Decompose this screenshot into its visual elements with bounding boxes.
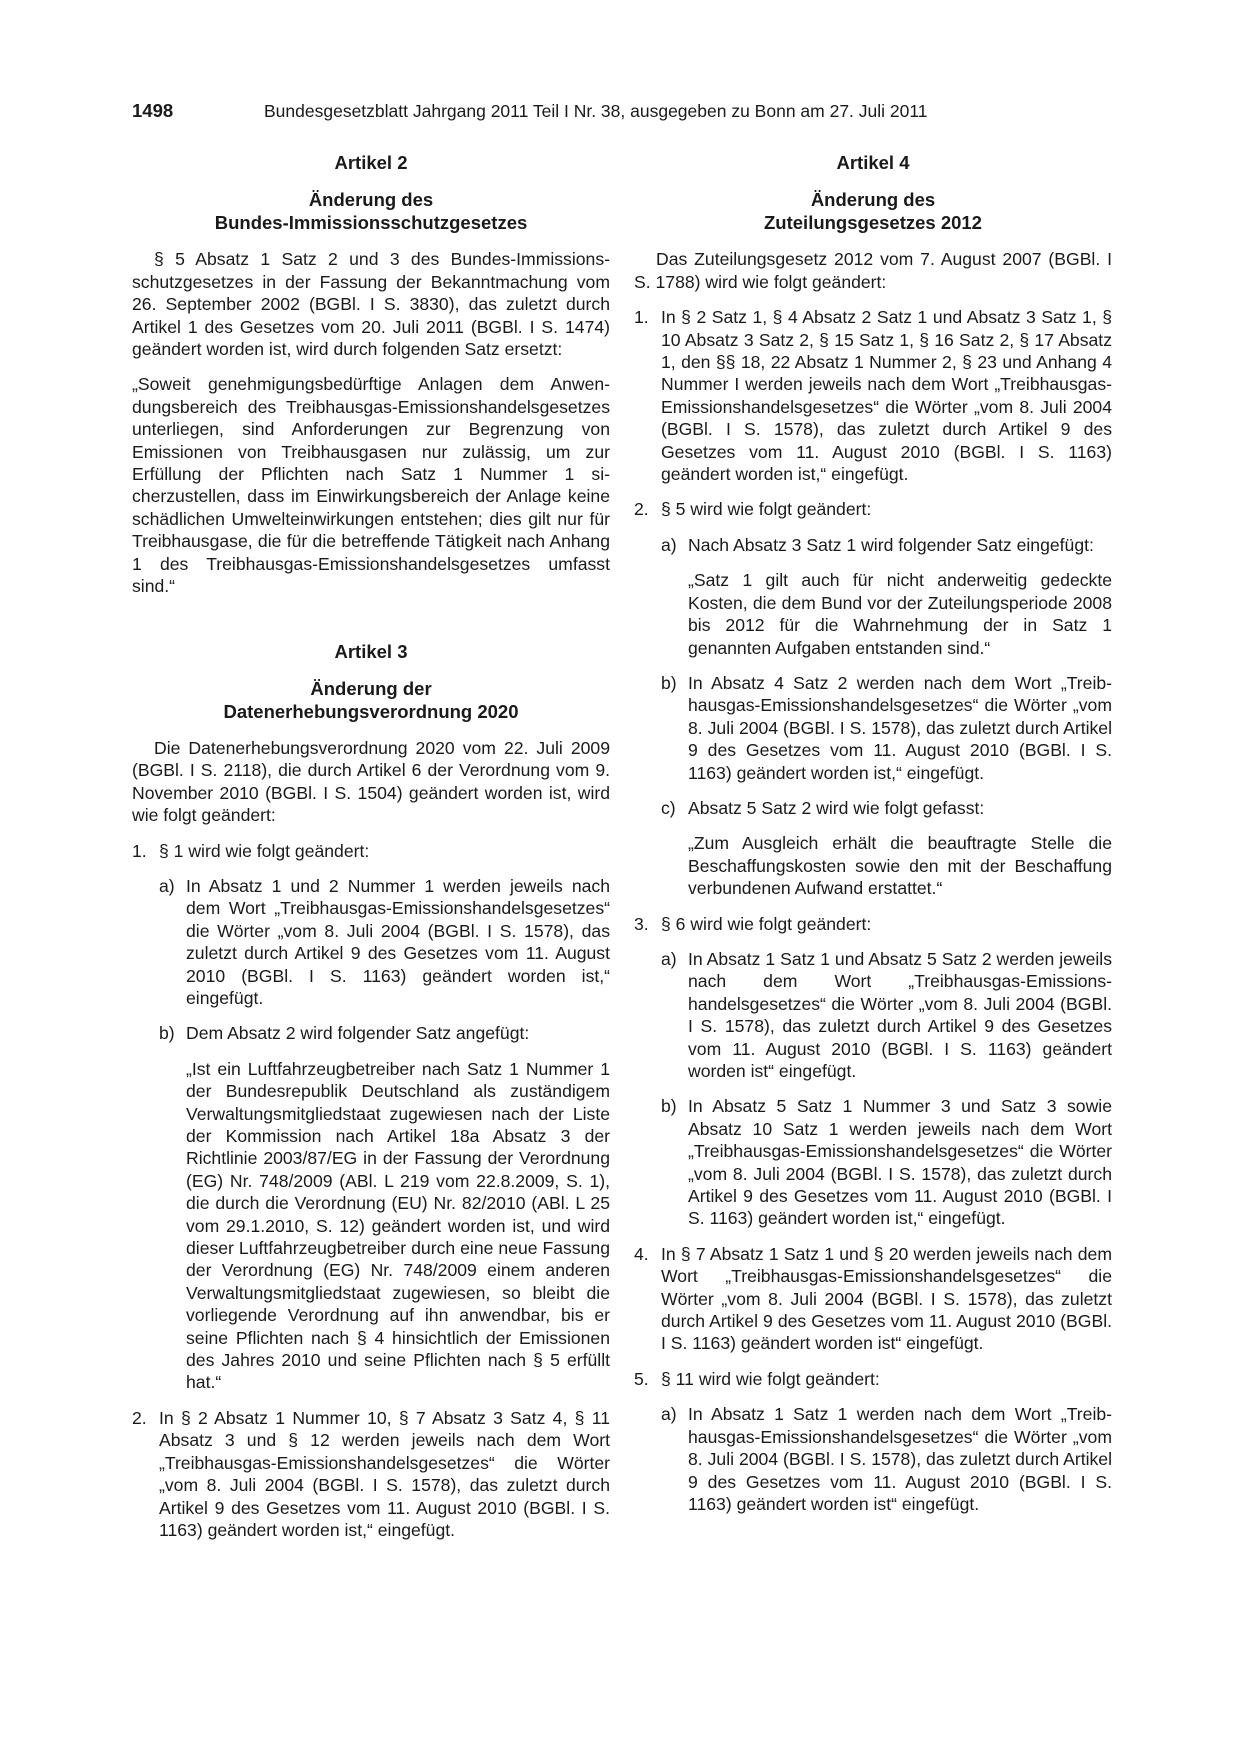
item-number: 2. <box>132 1407 147 1428</box>
sub-item-letter: a) <box>661 534 677 555</box>
item-number: 4. <box>634 1243 649 1264</box>
sub-item-letter: b) <box>661 1096 677 1117</box>
sub-item-letter: a) <box>661 1404 677 1425</box>
article-3 <box>132 641 610 1542</box>
sub-item <box>661 1095 1112 1229</box>
item-number: 2. <box>634 499 649 520</box>
article-heading <box>634 188 1112 234</box>
sub-item-letter: b) <box>159 1023 175 1044</box>
item-number: 1. <box>132 840 147 861</box>
sub-item-text: In Absatz 4 Satz 2 werden nach dem Wort „Treibhausgas-Emissionshandelsgesetzes“ die Wörter „vom 8. Juli 2004 (BGBl. I S. 1578), das zuletzt durch Artikel 9 des Gesetzes vom 11. August 2010 (BGBl. I S. 1163) geändert worden ist,“ eingefügt. <box>688 672 1112 783</box>
article-heading-line: Änderung des <box>308 189 434 211</box>
list-item <box>634 1243 1112 1355</box>
article-heading <box>132 677 610 723</box>
left-column <box>132 152 610 1554</box>
sub-item-text: In Absatz 5 Satz 1 Nummer 3 und Satz 3 sowie Absatz 10 Satz 1 werden jeweils nach dem Wort „Treibhausgas-Emissionshandelsgesetzes“ die Wörter „vom 8. Juli 2004 (BGBl. I S. 1578), das zuletzt durch Artikel 9 des Gesetzes vom 11. August 2010 (BGBl. I S. 1163) geändert worden ist,“ eingefügt. <box>688 1096 1112 1229</box>
sub-item-text: Dem Absatz 2 wird folgender Satz angefügt: <box>186 1023 530 1044</box>
sub-item-letter: a) <box>661 948 677 969</box>
list-item <box>634 498 1112 520</box>
article-title: Artikel 3 <box>334 640 408 662</box>
article-heading-line: Bundes-Immissionsschutzgesetzes <box>214 212 528 234</box>
quoted-text: „Satz 1 gilt auch für nicht anderweitig gedeckte Kosten, die dem Bund vor der Zuteilungsperiode 2008 bis 2012 für die Wahrnehmung der in Satz 1 genannten Aufgaben entstanden sind.“ <box>688 570 1112 658</box>
item-text: § 5 wird wie folgt geändert: <box>661 499 872 520</box>
article-2 <box>132 152 610 598</box>
sub-item-letter: b) <box>661 672 677 693</box>
article-title: Artikel 4 <box>836 152 910 173</box>
list-item <box>132 840 610 862</box>
quoted-text: „Soweit genehmigungsbedürftige Anlagen dem Anwendungsbereich des Treibhausgas-Emissionshandelsgesetzes unterliegen, sind Anforderungen zur Begrenzung von Emissionen von Treibhausgasen nur zulässig, um zur Erfüllung der Pflichten nach Satz 1 Nummer 1 sicherzustellen, dass im Einwirkungsbereich der Anlage keine schädlichen Umwelteinwirkungen entstehen; dies gilt nur für Treibhausgase, die für die betreffende Tätigkeit nach Anhang 1 des Treibhausgas-Emissionshandelsgesetzes umfasst sind.“ <box>132 374 610 597</box>
sub-item-text: Nach Absatz 3 Satz 1 wird folgender Satz eingefügt: <box>688 534 1094 555</box>
sub-item-text: In Absatz 1 und 2 Nummer 1 werden jeweils nach dem Wort „Treibhausgas-Emissionshandelsgesetzes“ die Wörter „vom 8. Juli 2004 (BGBl. I S. 1578), das zuletzt durch Artikel 9 des Gesetzes vom 11. August 2010 (BGBl. I S. 1163) geändert worden ist,“ eingefügt. <box>186 875 610 1008</box>
article-intro: Die Datenerhebungsverordnung 2020 vom 22. Juli 2009 (BGBl. I S. 2118), die durch Artikel 6 der Verordnung vom 9. November 2010 (BGBl. I S. 1504) geändert worden ist, wird wie folgt geändert: <box>132 737 610 826</box>
running-head: Bundesgesetzblatt Jahrgang 2011 Teil I Nr. 38, ausgegeben zu Bonn am 27. Juli 2011 <box>264 101 928 121</box>
sub-item <box>661 948 1112 1082</box>
item-text: In § 2 Satz 1, § 4 Absatz 2 Satz 1 und Absatz 3 Satz 1, § 10 Absatz 3 Satz 2, § 15 Satz 1, § 16 Satz 2, § 17 Absatz 1, den §§ 18, 22 Absatz 1 Nummer 2, § 23 und Anhang 4 Nummer I werden jeweils nach dem Wort „Treibhausgas-Emissionshandelsgesetzes“ die Wörter „vom 8. Juli 2004 (BGBl. I S. 1578), das zuletzt durch Artikel 9 des Gesetzes vom 11. August 2010 (BGBl. I S. 1163) geändert worden ist,“ eingefügt. <box>661 307 1112 485</box>
sub-item <box>661 1403 1112 1515</box>
sub-item <box>159 875 610 1009</box>
item-number: 1. <box>634 307 649 328</box>
list-item <box>634 306 1112 485</box>
article-title: Artikel 2 <box>334 152 408 173</box>
sub-item-text: Absatz 5 Satz 2 wird wie folgt gefasst: <box>688 797 985 818</box>
sub-item <box>661 797 1112 819</box>
sub-item <box>661 534 1112 556</box>
article-heading-line: Änderung des <box>810 189 936 211</box>
article-heading-line: Zuteilungsgesetzes 2012 <box>764 212 982 234</box>
item-text: In § 2 Absatz 1 Nummer 10, § 7 Absatz 3 Satz 4, § 11 Absatz 3 und § 12 werden jeweils nach dem Wort „Treibhausgas-Emissionshandelsgesetzes“ die Wörter „vom 8. Juli 2004 (BGBl. I S. 1578), das zuletzt durch Artikel 9 des Gesetzes vom 11. August 2010 (BGBl. I S. 1163) geändert worden ist,“ eingefügt. <box>159 1407 610 1540</box>
sub-item-text: In Absatz 1 Satz 1 und Absatz 5 Satz 2 werden jeweils nach dem Wort „Treibhausgas-Emissionshandelsgesetzes“ die Wörter „vom 8. Juli 2004 (BGBl. I S. 1578), das zuletzt durch Artikel 9 des Gesetzes vom 11. August 2010 (BGBl. I S. 1163) geändert worden ist“ eingefügt. <box>688 948 1112 1081</box>
item-text: § 6 wird wie folgt geändert: <box>661 913 872 934</box>
right-column <box>634 152 1112 1528</box>
sub-item-letter: c) <box>661 797 676 818</box>
item-number: 3. <box>634 913 649 934</box>
list-item <box>132 1407 610 1541</box>
article-intro: Das Zuteilungsgesetz 2012 vom 7. August 2007 (BGBl. I S. 1788) wird wie folgt geändert: <box>634 249 1112 292</box>
sub-item <box>159 1022 610 1044</box>
item-text: § 11 wird wie folgt geändert: <box>661 1368 880 1389</box>
sub-item-text: In Absatz 1 Satz 1 werden nach dem Wort „Treibhausgas-Emissionshandelsgesetzes“ die Wörter „vom 8. Juli 2004 (BGBl. I S. 1578), das zuletzt durch Artikel 9 des Gesetzes vom 11. August 2010 (BGBl. I S. 1163) geändert worden ist“ eingefügt. <box>688 1404 1112 1514</box>
article-intro: § 5 Absatz 1 Satz 2 und 3 des Bundes-Immissionsschutzgesetzes in der Fassung der Bekanntmachung vom 26. September 2002 (BGBl. I S. 3830), das zuletzt durch Artikel 1 des Gesetzes vom 20. Juli 2011 (BGBl. I S. 1474) geändert worden ist, wird durch folgenden Satz ersetzt: <box>132 249 610 360</box>
item-number: 5. <box>634 1368 649 1389</box>
list-item <box>634 1368 1112 1390</box>
quoted-text: „Ist ein Luftfahrzeugbetreiber nach Satz 1 Nummer 1 der Bundesrepublik Deutschland als zuständigem Verwaltungsmitgliedstaat zugewiesen nach der Liste der Kommission nach Artikel 18a Absatz 3 der Richtlinie 2003/87/EG in der Fassung der Verordnung (EG) Nr. 748/2009 (ABl. L 219 vom 22.8.2009, S. 1), die durch die Verordnung (EU) Nr. 82/2010 (ABl. L 25 vom 29.1.2010, S. 12) geändert worden ist, und wird dieser Luftfahrzeugbetreiber durch eine neue Fassung der Verordnung (EG) Nr. 748/2009 einem anderen Verwaltungsmitgliedstaat zugewiesen, so bleibt die vorliegende Verordnung auf ihn anwendbar, bis er seine Pflichten nach § 4 hinsichtlich der Emissionen des Jahres 2010 und seine Pflichten nach § 5 erfüllt hat.“ <box>186 1058 610 1393</box>
article-heading-line: Änderung der <box>310 677 432 699</box>
sub-item <box>661 672 1112 784</box>
list-item <box>634 913 1112 935</box>
article-heading <box>132 188 610 234</box>
item-text: § 1 wird wie folgt geändert: <box>159 840 370 861</box>
article-4 <box>634 152 1112 1515</box>
quoted-text: „Zum Ausgleich erhält die beauftragte Stelle die Beschaffungskosten sowie den mit der Beschaffung verbundenen Aufwand erstattet.“ <box>688 833 1112 899</box>
page-number: 1498 <box>132 100 174 121</box>
item-text: In § 7 Absatz 1 Satz 1 und § 20 werden jeweils nach dem Wort „Treibhausgas-Emissionshandelsgesetzes“ die Wörter „vom 8. Juli 2004 (BGBl. I S. 1578), das zuletzt durch Artikel 9 des Gesetzes vom 11. August 2010 (BGBl. I S. 1163) geändert worden ist“ eingefügt. <box>661 1243 1112 1354</box>
sub-item-letter: a) <box>159 875 175 896</box>
article-heading-line: Datenerhebungsverordnung 2020 <box>223 700 519 722</box>
